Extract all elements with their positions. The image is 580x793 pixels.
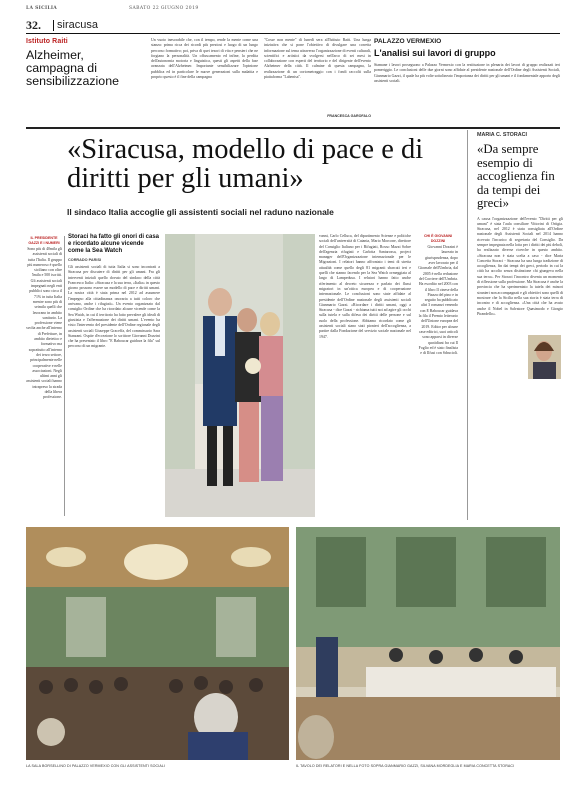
hall-photo xyxy=(26,527,289,760)
side-column xyxy=(26,236,62,527)
column-1 xyxy=(68,234,160,509)
alzheimer-author: FRANCESCA GAROFALO xyxy=(327,114,371,118)
divider xyxy=(53,20,54,31)
vermexio-kicker: PALAZZO VERMEXIO xyxy=(374,38,442,45)
newspaper-name: LA SICILIA xyxy=(26,6,58,11)
issue-date: SABATO 22 GIUGNO 2019 xyxy=(129,6,199,11)
alzheimer-body-2: "Cosse non mente" di lunedì sera all'Istituto Raiti. Una lunga iniziativa che si pone l'obiettivo di divulgare una corretta informazione sul tema attraverso l'organizzazione di eventi culturali, scientifici e artistici da svolgersi nell'arco di sei mesi in collaborazione con esperti del territorio e del dirigente dell'evento Alzheimer della città. Il culmine di questa campagna, la realizzazione di un cortometraggio con i fondi raccolti sulla piattaforma "Labenisa". xyxy=(264,38,371,80)
column-2-text: vanni, Carlo Celluca, del dipartimento Scienze e politiche sociali dell'università di Catania, Mario Morcone, direttore del Consiglio Italiano per i Rifugiati, Rosso Mazzi Sobre dell'agenzia rifugiati e Carlotta Santarossa, project manager dell'Organizzazione internazionale per le Migrazioni. I relatori hanno affrontato i temi di stretta attualità come quello degli 81 migranti sbarcati ieri e quelli che stanno facendo per la Sea Watch ormeggiata al largo di Lampedusa. I relatori hanno fatto anche riferimento al decreto sicurezza e parlato dei flussi migratori in un'ottica europea e di cooperazione internazionale. Le conclusioni sono state affidate al presidente dell'Ordine nazionale degli assistenti sociali Gianmario Gazzi. «Ricordare i diritti umani, oggi a Siracusa - dice Gazzi - richiama tutti noi ad agire gli occhi sulla tutela e sulla difesa dei diritti delle persone e sul ruolo della professione. Abbiamo ricordato come gli assistenti sociali siano stati pionieri dell'accoglienza, a partire dalla Fondazione del servizio sociale nazionale nel 1947. xyxy=(319,234,411,339)
right-column xyxy=(477,132,563,517)
alzheimer-title: Alzheimer, campagna di sensibilizzazione xyxy=(26,48,119,88)
page-header xyxy=(26,4,560,16)
column-3 xyxy=(418,234,458,515)
right-divider xyxy=(467,130,468,520)
main-title: «Siracusa, modello di pace e di diritti per gli umani» xyxy=(67,134,424,194)
column-3-text: Giovanni Dozzini è laureato in giurisprudenza, dopo aver lavorato per il Giornale dell'Umbria, dal 2005 è nella redazione del Corriere dell'Umbria. Ha esordito nel 2003 con il libro Il cinese della Piazza del pino e in seguito ha pubblicato altri 3 romanzi venendo con E Baboucar guidava la fila il Premio letterario dell'Unione europea del 2019. Editor per alcune case editrici, suoi articoli sono apparsi in diverse quotidiani fra cui Il Foglio ed è stato finalista e di Ilfusi con Sdrucioli. xyxy=(418,245,458,356)
section-header xyxy=(26,18,560,34)
side-kicker: IL PRESIDENTE GAZZI E I NUMERI xyxy=(28,236,60,245)
alzheimer-box xyxy=(26,38,371,124)
column-3-kicker: CHI È GIOVANNI DOZZINI xyxy=(423,234,453,243)
vermexio-title: L'analisi sui lavori di gruppo xyxy=(374,48,496,58)
right-body: A causa l'organizzazione dell'evento "Diritti per gli umani" è stata l'aula consiliare Vittorini di Ortigia. Siracusa, nel 2012 è stata consigliata all'Ordine nazionale degli Assistenti Sociali nel 2014 hanno ricevuto l'incarico di segretaria del Consiglio. Da sempre impegnata nella lotta per i diritti dei più deboli, ha realizzato diverse ricerche in questo ambito. «Siracusa non è stata scelta a caso - dice Maria Concetta Storaci - Siracusa ha una lunga tradizione di accoglienza, fin dai tempi dei greci, periodo in cui la città ha accolto senza distinzione chi giungeva nella sua terra». Per Storaci l'incontro diventa un momento di riflessione sulla professione. Ma Siracusa è anche la provincia che ha sperimentato la tutela dei minori stranieri non accompagnati e gli obiettivi sono quelli di mostrare che la Sicilia nella sua storia è stata terra di incontro e di accoglienza. «Una città che ha avuto anche il Nobel in Salvatore Quasimodo e Giorgio Pirandello». xyxy=(477,216,563,316)
right-author: MARIA C. STORACI xyxy=(477,132,528,138)
section-name: siracusa xyxy=(57,19,98,31)
speakers-photo xyxy=(165,234,315,517)
page-number: 32. xyxy=(26,18,41,32)
top-divider xyxy=(26,127,560,129)
vermexio-box xyxy=(374,38,560,124)
side-divider xyxy=(64,236,65,516)
table-photo-caption: IL TAVOLO DEI RELATORI E NELLA FOTO SOPRA GIANMARIO GAZZI, SILVANA MORDEGLIA E MARIA CONCETTA STORACI xyxy=(296,764,515,768)
vermexio-body: Stamane i lavori proseguono a Palazzo Vermexio con la restituzione in plenaria dei lavori di gruppo realizzati ieri pomeriggio. Le conclusioni delle due giorni sono affidate al presidente nazionale dell'Ordine degli Assistenti Sociali, Gianmario Gazzi, il quale ha più volte sottolineato l'importanza dei diritti per gli umani e il fondamentale apporto degli assistenti sociali. xyxy=(374,63,560,83)
column-1-text: Gli assistenti sociali di tutta Italia si sono incontrati a Siracusa per discutere di diritti per gli umani. Fra gli interventi iniziali quello dovuto del sindaco della città Francesco Italia: «Siracusa e la sua terra, «Italia» in questo giorno possono essere un modello di pace e diritti umani. La nostra città è stata prima nel 2012 ad assumere l'impegno alla cittadinanza onoraria a tutti coloro che arrivano, anche i rifugiati». Un evento organizzato dal consiglio Ordine che ha ricordato alcune vicende come la Sea Watch, in cui il territorio ha fatto prevalere gli ideali di giustizia e l'affermazione dei diritti umani. L'evento ha visto l'intervento del presidente dell'Ordine regionale degli assistenti sociali Giuseppe Graceffa, del commissario Sara Stanzani. Ospite d'eccezione lo scrittore Giovanni Dozzini che ha presentato il libro "E Baboucar guidava la fila" sul percorso di un migrante. xyxy=(68,265,160,349)
main-subtitle: Il sindaco Italia accoglie gli assistenti sociali nel raduno nazionale xyxy=(67,207,334,217)
storaci-portrait xyxy=(528,335,561,379)
alzheimer-body-1: Un vuoto inesorabile che, con il tempo, rende la mente come una stanza: prima ricca dei ricordi più preziosi e luogo di un lungo percorso formativo; poi, priva di quei tesori di vita e pensieri che ne forgiano la personalità. Un offuscamento ed infine, la perdita dell'autonomia motoria e linguistica, questi gli aspetti della fase avanzata dell'Alzheimer. Importante sensibilizzare l'opinione pubblica ed in particolare le nuove generazioni sulla malattia e proprio questo è il fine della campagna xyxy=(151,38,258,80)
article-deck: Storaci ha fatto gli onori di casa e ricordato alcune vicende come la Sea Watch xyxy=(68,234,160,254)
speakers-table-photo xyxy=(296,527,560,760)
alzheimer-kicker: Istituto Raiti xyxy=(26,38,68,45)
byline: CORRADO PARISI xyxy=(68,258,102,262)
side-text: Sono più di 40mila gli assistenti sociali di tutta l'Italia. Il gruppo più numeroso è quello siciliano con oltre 5mila e 500 iscritti. Gli assistenti sociali impegnati negli enti pubblici sono circa il 71% in tutta Italia mentre sono più di seimila quelli che lavorano in ambito sanitario. La professione viene svolta anche all'interno di Prefetture, in ambito dietetico e formativo ma soprattutto all'interno dei terzo settore, principalmente nelle cooperative e nelle associazioni. Negli ultimi anni gli assistenti sociali hanno intrapreso la strada della libera professione. xyxy=(26,247,62,400)
hall-photo-caption: LA SALA BORSELLINO DI PALAZZO VERMEXIO CON GLI ASSISTENTI SOCIALI xyxy=(26,764,166,768)
right-title: «Da sempre esempio di accoglienza fin da tempi dei greci» xyxy=(477,142,555,210)
